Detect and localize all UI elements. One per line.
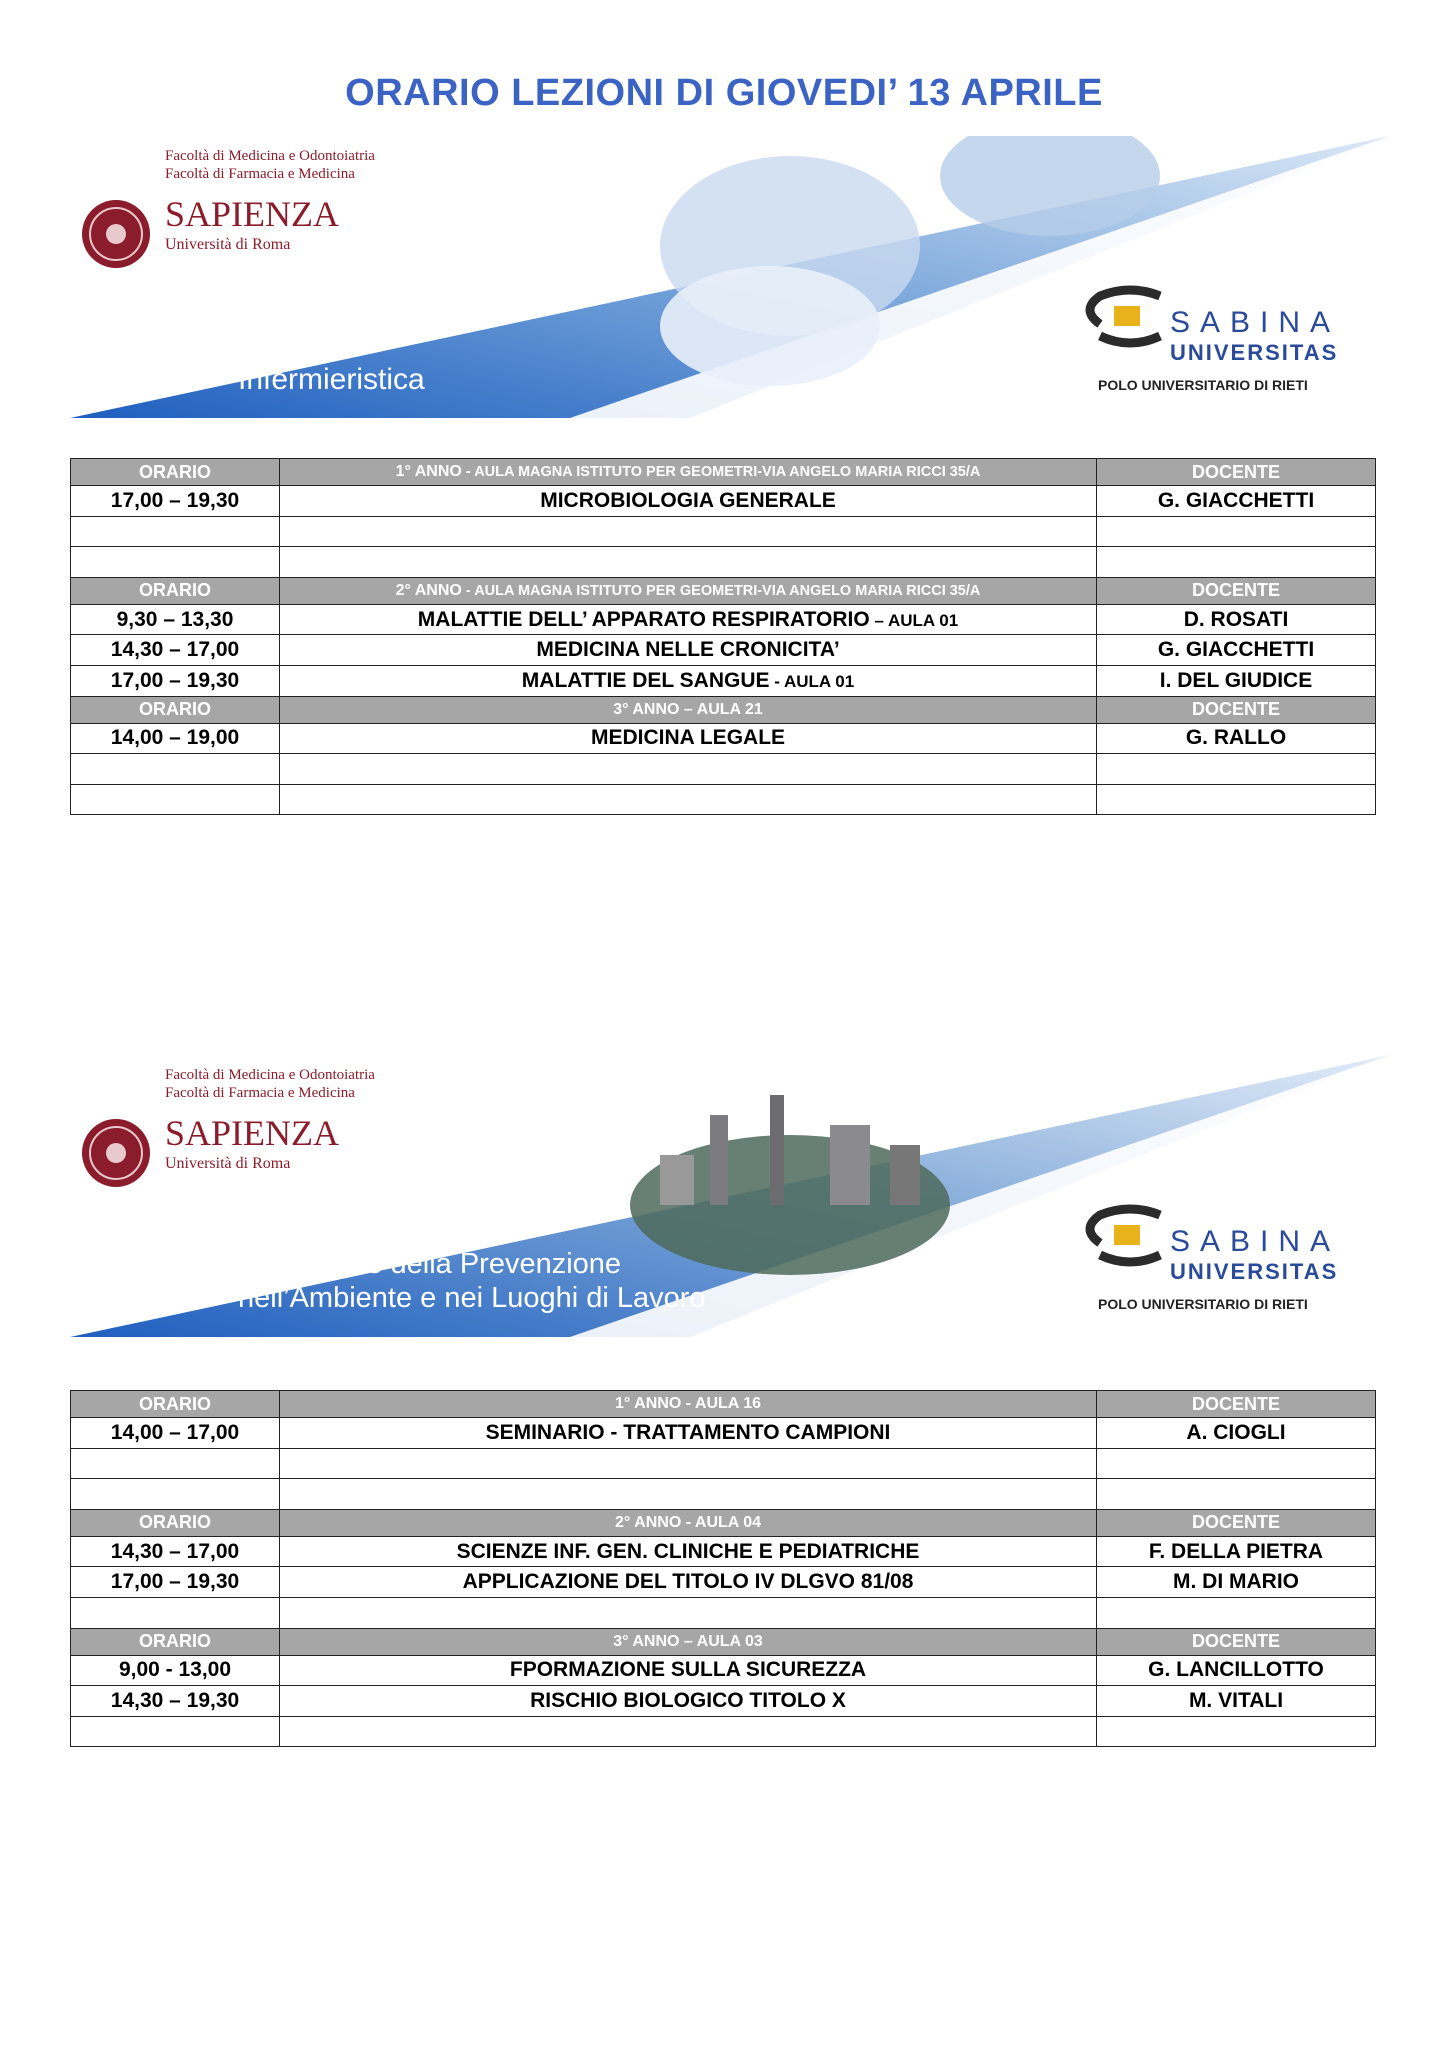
header-course: 3° ANNO – AULA 03 [280, 1628, 1097, 1655]
cell-teacher: F. DELLA PIETRA [1097, 1536, 1376, 1567]
banner-prevenzione [70, 1055, 1390, 1337]
table-header-row [71, 459, 1376, 486]
cell-course: MALATTIE DEL SANGUE - AULA 01 [280, 665, 1097, 696]
cell-course: APPLICAZIONE DEL TITOLO IV DLGVO 81/08 [280, 1567, 1097, 1598]
faculty-line1: Facoltà di Medicina e Odontoiatria [165, 148, 375, 164]
table-row [71, 486, 1376, 517]
header-time: ORARIO [71, 1509, 280, 1536]
cell-course: RISCHIO BIOLOGICO TITOLO X [280, 1686, 1097, 1717]
cell-time: 14,00 – 17,00 [71, 1418, 280, 1449]
cell-teacher [1097, 784, 1376, 815]
faculty-line2: Facoltà di Farmacia e Medicina [165, 166, 355, 182]
cell-teacher [1097, 1597, 1376, 1628]
cell-teacher: G. GIACCHETTI [1097, 486, 1376, 517]
header-time: ORARIO [71, 1628, 280, 1655]
sabina-line1: SABINA [1170, 1225, 1341, 1258]
header-course: 2° ANNO - AULA MAGNA ISTITUTO PER GEOMETRI-VIA ANGELO MARIA RICCI 35/A [280, 577, 1097, 604]
table-row [71, 665, 1376, 696]
sapienza-seal-icon [82, 1119, 150, 1187]
cell-teacher: A. CIOGLI [1097, 1418, 1376, 1449]
cell-course [280, 754, 1097, 785]
cell-course [280, 1448, 1097, 1479]
sabina-line2: UNIVERSITAS [1170, 1259, 1339, 1284]
banner-infermieristica [70, 136, 1390, 418]
cell-teacher: G. LANCILLOTTO [1097, 1655, 1376, 1686]
cell-teacher [1097, 547, 1376, 578]
cell-teacher [1097, 1716, 1376, 1747]
university-subtitle: Università di Roma [165, 1155, 291, 1172]
header-course: 3° ANNO – AULA 21 [280, 696, 1097, 723]
header-time: ORARIO [71, 696, 280, 723]
cell-course [280, 1597, 1097, 1628]
page-title: ORARIO LEZIONI DI GIOVEDI’ 13 APRILE [345, 72, 1103, 114]
cell-course [280, 1716, 1097, 1747]
banner-2-graphic [70, 1055, 1390, 1337]
cell-time: 14,00 – 19,00 [71, 723, 280, 754]
table-header-row [71, 1628, 1376, 1655]
table-row [71, 1716, 1376, 1747]
cell-course [280, 1479, 1097, 1510]
cell-teacher: D. ROSATI [1097, 604, 1376, 635]
cell-teacher [1097, 516, 1376, 547]
cell-teacher: G. RALLO [1097, 723, 1376, 754]
cell-time: 9,30 – 13,30 [71, 604, 280, 635]
faculty-line2: Facoltà di Farmacia e Medicina [165, 1085, 355, 1101]
cell-course: MICROBIOLOGIA GENERALE [280, 486, 1097, 517]
cell-teacher [1097, 1448, 1376, 1479]
cell-teacher [1097, 754, 1376, 785]
table-row [71, 784, 1376, 815]
cell-teacher: G. GIACCHETTI [1097, 635, 1376, 666]
header-teacher: DOCENTE [1097, 459, 1376, 486]
table-row [71, 1418, 1376, 1449]
schedule-table-infermieristica [70, 458, 1376, 815]
cell-course [280, 516, 1097, 547]
sabina-logo-icon [1090, 1209, 1160, 1262]
table-row [71, 635, 1376, 666]
header-course: 2° ANNO - AULA 04 [280, 1509, 1097, 1536]
cell-teacher: M. DI MARIO [1097, 1567, 1376, 1598]
cell-time [71, 1448, 280, 1479]
table-row [71, 1448, 1376, 1479]
sapienza-seal-icon [82, 200, 150, 268]
cell-course: SEMINARIO - TRATTAMENTO CAMPIONI [280, 1418, 1097, 1449]
table-header-row [71, 1391, 1376, 1418]
table-row [71, 1686, 1376, 1717]
header-teacher: DOCENTE [1097, 1391, 1376, 1418]
cell-time: 14,30 – 17,00 [71, 1536, 280, 1567]
header-teacher: DOCENTE [1097, 696, 1376, 723]
program-name-line1: Tecniche della Prevenzione [268, 1248, 622, 1280]
cell-teacher [1097, 1479, 1376, 1510]
industrial-planet-image [630, 1095, 950, 1275]
table-row [71, 1655, 1376, 1686]
banner-1-graphic [70, 136, 1390, 418]
schedule-table-prevenzione [70, 1390, 1376, 1747]
cell-time: 17,00 – 19,30 [71, 665, 280, 696]
sabina-line1: SABINA [1170, 306, 1341, 339]
program-name: Infermieristica [238, 363, 425, 396]
cell-course: MEDICINA NELLE CRONICITA’ [280, 635, 1097, 666]
table-header-row [71, 1509, 1376, 1536]
table-row [71, 754, 1376, 785]
faculty-line1: Facoltà di Medicina e Odontoiatria [165, 1067, 375, 1083]
cell-time [71, 516, 280, 547]
cell-time: 14,30 – 17,00 [71, 635, 280, 666]
program-name-line2: nell’Ambiente e nei Luoghi di Lavoro [238, 1282, 706, 1314]
sabina-line3: POLO UNIVERSITARIO DI RIETI [1098, 1296, 1308, 1312]
cell-time: 17,00 – 19,30 [71, 486, 280, 517]
cell-course: SCIENZE INF. GEN. CLINICHE E PEDIATRICHE [280, 1536, 1097, 1567]
university-name: SAPIENZA [165, 194, 340, 234]
sabina-logo-icon [1090, 290, 1160, 343]
header-course: 1° ANNO - AULA MAGNA ISTITUTO PER GEOMETRI-VIA ANGELO MARIA RICCI 35/A [280, 459, 1097, 486]
cell-time [71, 1597, 280, 1628]
table-row [71, 604, 1376, 635]
header-teacher: DOCENTE [1097, 1628, 1376, 1655]
cell-course [280, 547, 1097, 578]
table-row [71, 516, 1376, 547]
table-header-row [71, 696, 1376, 723]
cell-teacher: I. DEL GIUDICE [1097, 665, 1376, 696]
table-row [71, 723, 1376, 754]
table-row [71, 547, 1376, 578]
cell-time [71, 1479, 280, 1510]
header-time: ORARIO [71, 577, 280, 604]
cell-time [71, 754, 280, 785]
cell-time [71, 1716, 280, 1747]
header-course: 1° ANNO - AULA 16 [280, 1391, 1097, 1418]
table-row [71, 1567, 1376, 1598]
university-name: SAPIENZA [165, 1113, 340, 1153]
cell-time [71, 547, 280, 578]
table-row [71, 1479, 1376, 1510]
sabina-line3: POLO UNIVERSITARIO DI RIETI [1098, 377, 1308, 393]
cell-course: FPORMAZIONE SULLA SICUREZZA [280, 1655, 1097, 1686]
cell-time [71, 784, 280, 815]
header-time: ORARIO [71, 1391, 280, 1418]
cell-time: 9,00 - 13,00 [71, 1655, 280, 1686]
cell-time: 14,30 – 19,30 [71, 1686, 280, 1717]
table-row [71, 1597, 1376, 1628]
cell-course [280, 784, 1097, 815]
table-header-row [71, 577, 1376, 604]
cell-teacher: M. VITALI [1097, 1686, 1376, 1717]
cell-course: MALATTIE DELL’ APPARATO RESPIRATORIO – AULA 01 [280, 604, 1097, 635]
sabina-line2: UNIVERSITAS [1170, 340, 1339, 365]
university-subtitle: Università di Roma [165, 236, 291, 253]
table-row [71, 1536, 1376, 1567]
header-time: ORARIO [71, 459, 280, 486]
cell-time: 17,00 – 19,30 [71, 1567, 280, 1598]
cell-course: MEDICINA LEGALE [280, 723, 1097, 754]
header-teacher: DOCENTE [1097, 577, 1376, 604]
header-teacher: DOCENTE [1097, 1509, 1376, 1536]
